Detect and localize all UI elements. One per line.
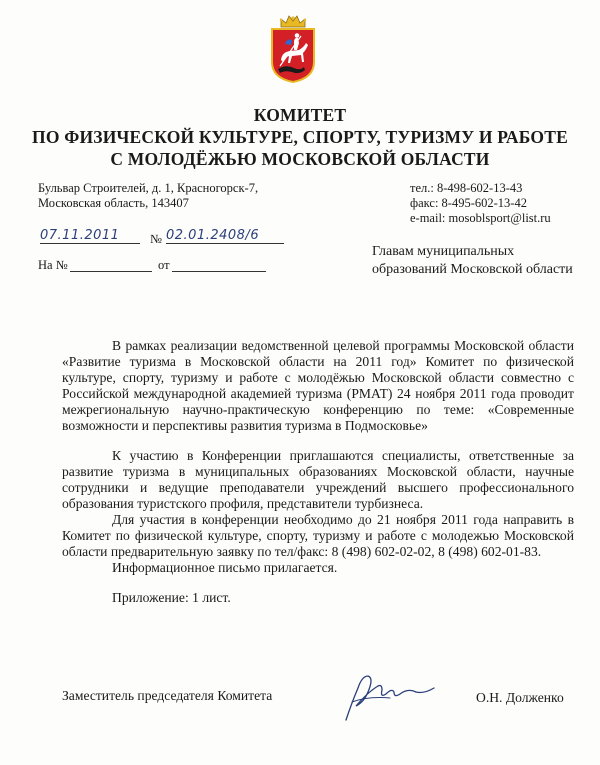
org-line-1: КОМИТЕТ <box>253 105 347 125</box>
handwritten-signature <box>338 662 442 724</box>
letter-body <box>62 338 574 606</box>
org-line-3: С МОЛОДЁЖЬЮ МОСКОВСКОЙ ОБЛАСТИ <box>110 149 490 169</box>
recipient-line-1: Главам муниципальных <box>372 244 515 259</box>
org-line-2: ПО ФИЗИЧЕСКОЙ КУЛЬТУРЕ, СПОРТУ, ТУРИЗМУ И РАБОТЕ <box>32 127 568 147</box>
paragraph-1: В рамках реализации ведомственной целевой программы Московской области «Развитие туризма в Московской области на 2011 год» Комитет по физической культуре, спорту, туризму и работе с молодёжью Московской области совместно с Российской международной академией туризма (РМАТ) 24 ноября 2011 года проводит межрегиональную научно-практическую конференцию по теме: «Современные возможности и перспективы развития туризма в Подмосковье» <box>62 338 574 433</box>
recipient-block <box>372 243 573 279</box>
moscow-oblast-coat-of-arms-icon <box>268 14 318 84</box>
reference-number-label: На № <box>38 258 68 272</box>
paragraph-2: К участию в Конференции приглашаются специалисты, ответственные за развитие туризма в муниципальных образованиях Московской области, научные сотрудники и ведущие преподаватели учреждений высшего профессионального образования туристского профиля, представители турбизнеса. <box>62 448 574 511</box>
attachment-note: Приложение: 1 лист. <box>112 590 231 605</box>
registration-number: 02.01.2408/6 <box>166 228 284 244</box>
contact-details <box>410 181 551 226</box>
organization-name <box>0 104 600 170</box>
recipient-line-2: образований Московской области <box>372 262 573 277</box>
registration-number-label: № <box>150 232 162 246</box>
paragraph-4: Информационное письмо прилагается. <box>112 560 338 575</box>
reference-date-label: от <box>158 258 170 272</box>
fax: факс: 8-495-602-13-42 <box>410 196 527 210</box>
paragraph-3: Для участия в конференции необходимо до 21 ноября 2011 года направить в Комитет по физической культуре, спорту, туризму и работе с молодежью Московской области предварительную заявку по тел/факс: 8 (498) 602-02-02, 8 (498) 602-01-83. <box>62 512 574 559</box>
postal-address <box>38 181 258 211</box>
reference-date-blank <box>172 271 266 272</box>
registration-date: 07.11.2011 <box>40 228 140 244</box>
reference-line <box>38 258 278 274</box>
phone: тел.: 8-498-602-13-43 <box>410 181 523 195</box>
address-line-1: Бульвар Строителей, д. 1, Красногорск-7, <box>38 181 259 195</box>
reference-number-blank <box>70 271 152 272</box>
address-line-2: Московская область, 143407 <box>38 196 189 210</box>
signatory-name: О.Н. Долженко <box>476 690 564 705</box>
email: e-mail: mosoblsport@list.ru <box>410 211 551 225</box>
registration-line <box>38 230 298 246</box>
signatory-position: Заместитель председателя Комитета <box>62 688 273 703</box>
